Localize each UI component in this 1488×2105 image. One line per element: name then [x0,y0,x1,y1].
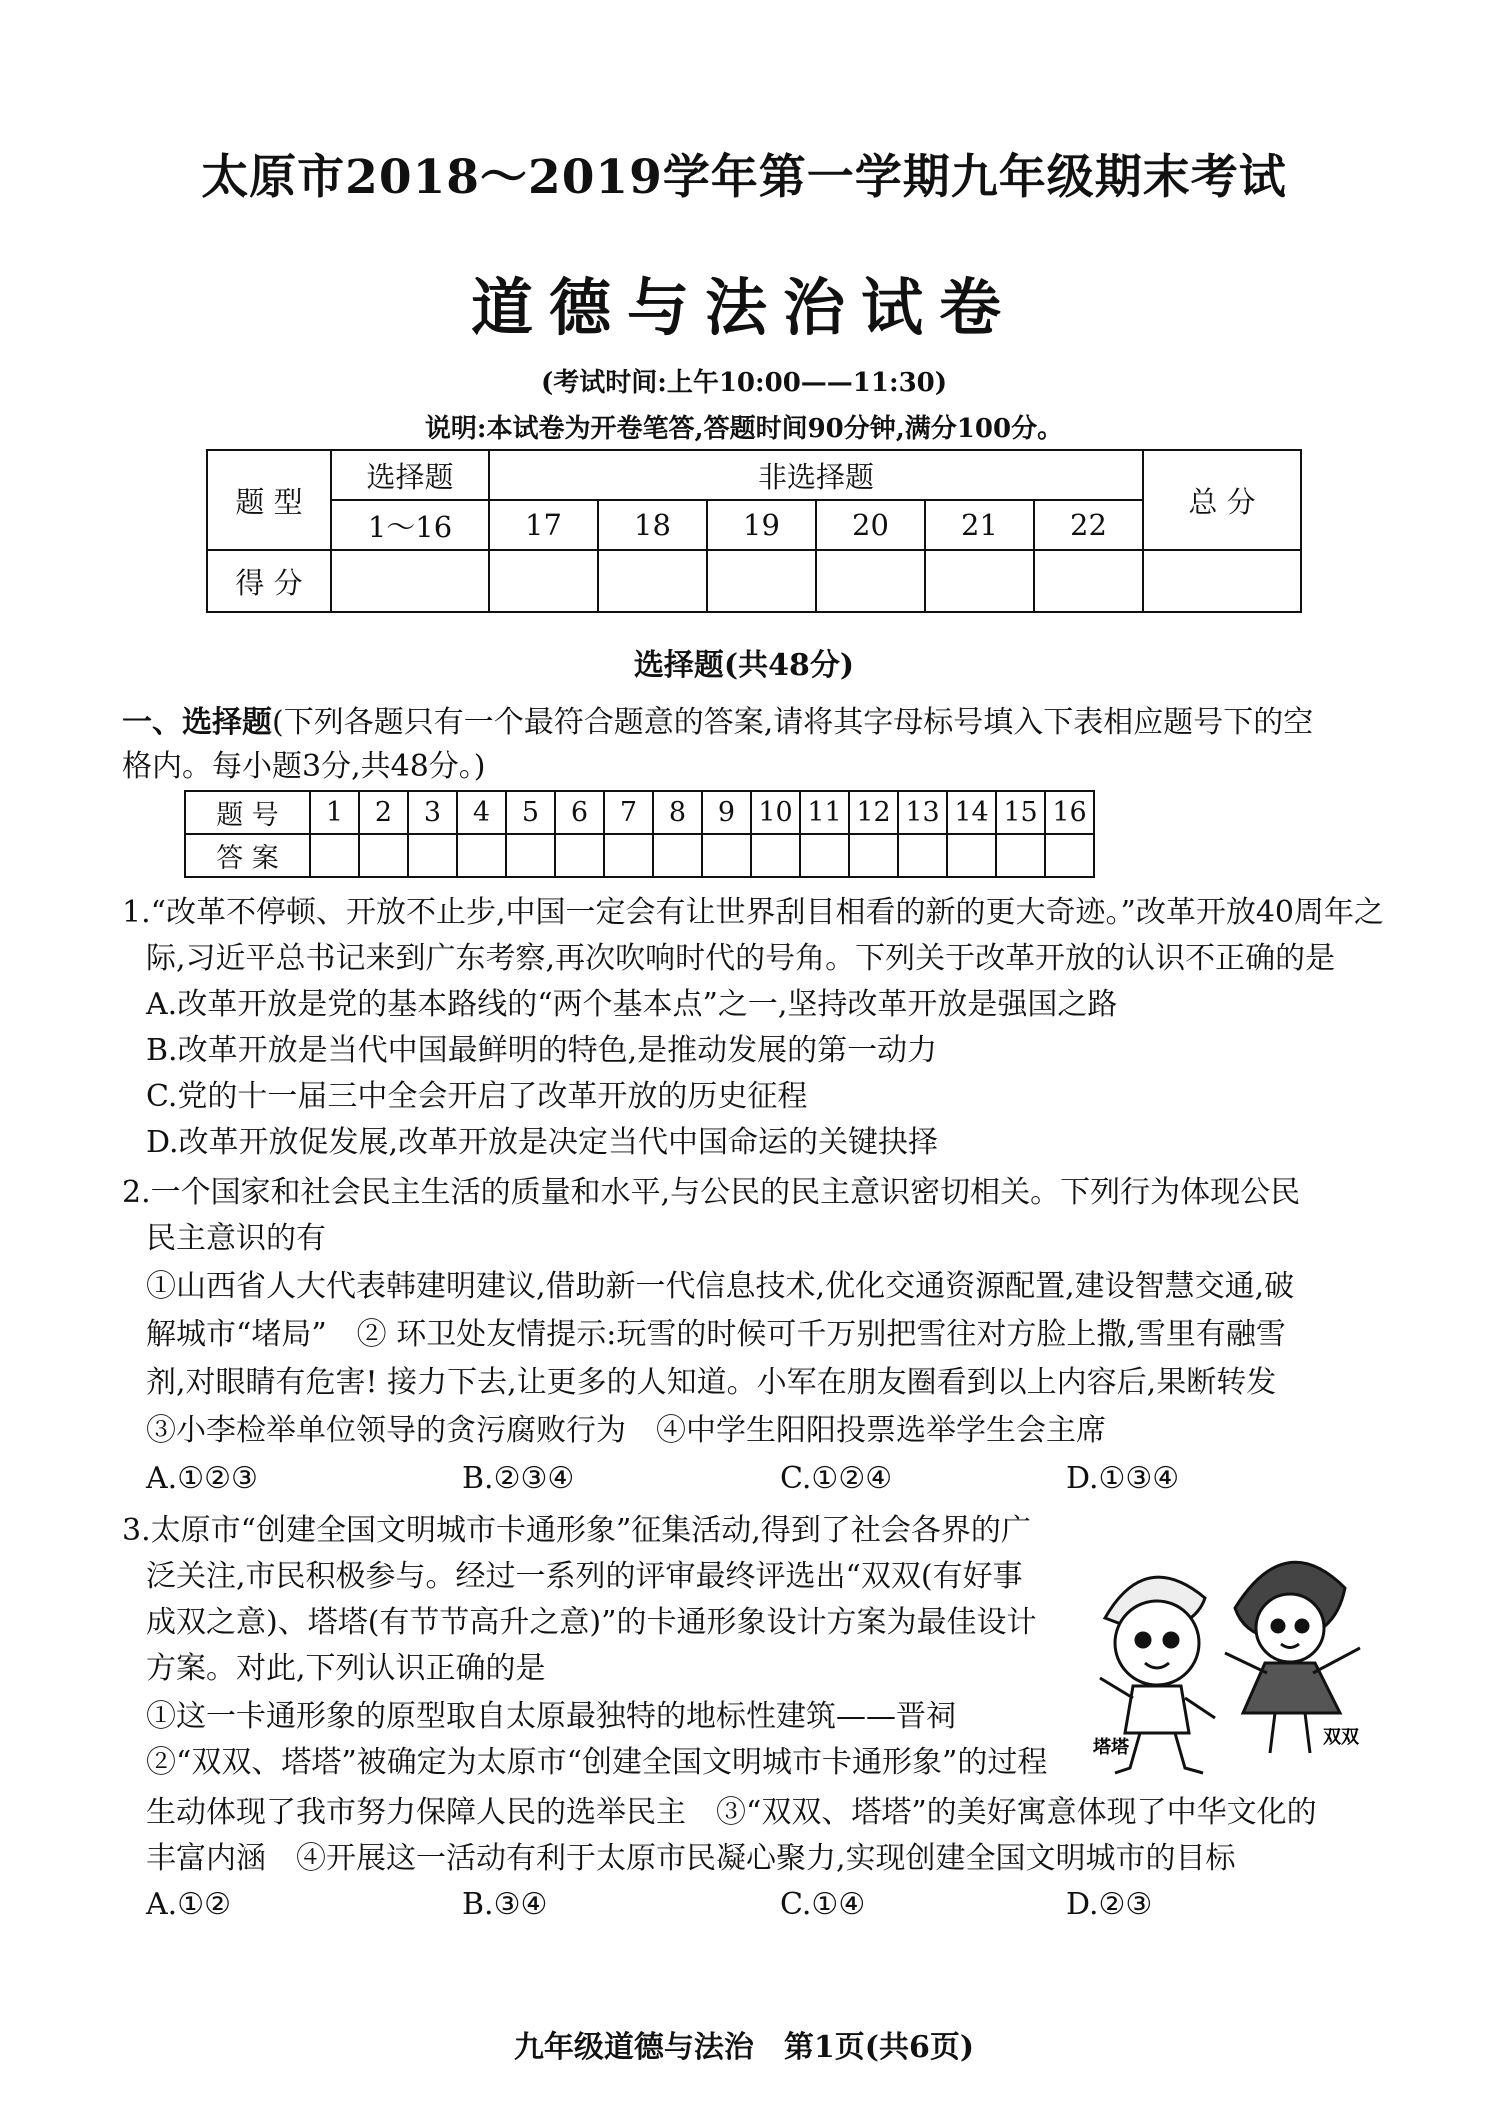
exam-note: 说明:本试卷为开卷笔答,答题时间90分钟,满分100分。 [424,414,1064,444]
answer-number-7: 7 [604,791,653,834]
mascot-label-tata: 塔塔 [1093,1737,1129,1758]
score-col-19: 19 [707,500,816,550]
answer-number-16: 16 [1045,791,1094,834]
answer-number-9: 9 [702,791,751,834]
page-footer: 九年级道德与法治 第1页(共6页) [513,2030,975,2065]
answer-number-5: 5 [506,791,555,834]
score-table [206,449,1302,613]
answer-cell-11[interactable] [800,834,849,877]
q2-option-c: C.①②④ [780,1461,893,1496]
q2-line-2: 民主意识的有 [146,1221,326,1256]
q3-line-6: ②“双双、塔塔”被确定为太原市“创建全国文明城市卡通形象”的过程 [146,1745,1048,1780]
answer-cell-1[interactable] [310,834,359,877]
q3-line-5: ①这一卡通形象的原型取自太原最独特的地标性建筑——晋祠 [146,1699,956,1734]
answer-cell-13[interactable] [898,834,947,877]
answer-number-13: 13 [898,791,947,834]
score-col-1-16: 1～16 [331,500,489,550]
q3-line-7: 生动体现了我市努力保障人民的选举民主 ③“双双、塔塔”的美好寓意体现了中华文化的 [146,1795,1317,1830]
mascot-label-shuangshuang: 双双 [1323,1727,1359,1748]
answer-number-1: 1 [310,791,359,834]
section-instructions [122,700,1313,746]
answer-cell-6[interactable] [555,834,604,877]
answer-cell-15[interactable] [996,834,1045,877]
q2-line-4: 解城市“堵局” ② 环卫处友情提示:玩雪的时候可千万别把雪往对方脸上撒,雪里有融雪 [146,1317,1286,1352]
answer-number-4: 4 [457,791,506,834]
exam-time: (考试时间:上午10:00——11:30) [540,368,948,398]
answer-number-11: 11 [800,791,849,834]
score-label-type: 题 型 [207,450,331,550]
answer-cell-14[interactable] [947,834,996,877]
q3-line-8: 丰富内涵 ④开展这一活动有利于太原市民凝心聚力,实现创建全国文明城市的目标 [146,1841,1236,1876]
answer-cell-12[interactable] [849,834,898,877]
q1-option-c: C.党的十一届三中全会开启了改革开放的历史征程 [146,1079,808,1114]
subject-title: 道德与法治试卷 [470,271,1017,344]
q1-line-2: 际,习近平总书记来到广东考察,再次吹响时代的号角。下列关于改革开放的认识不正确的是 [146,941,1336,976]
answer-cell-16[interactable] [1045,834,1094,877]
answer-number-3: 3 [408,791,457,834]
q2-option-b: B.②③④ [462,1461,575,1496]
score-cell[interactable] [1143,550,1301,612]
q3-line-3: 成双之意)、塔塔(有节节高升之意)”的卡通形象设计方案为最佳设计 [146,1605,1037,1640]
q3-line-2: 泛关注,市民积极参与。经过一系列的评审最终评选出“双双(有好事 [146,1559,1023,1594]
q3-option-d: D.②③ [1066,1887,1153,1922]
score-cell[interactable] [707,550,816,612]
section-title: 选择题(共48分) [633,648,855,683]
q3-option-c: C.①④ [780,1887,866,1922]
cartoon-mascots-illustration [1085,1528,1385,1790]
answer-number-8: 8 [653,791,702,834]
answer-number-10: 10 [751,791,800,834]
answer-row-label: 答 案 [185,834,310,877]
answer-number-6: 6 [555,791,604,834]
score-cell[interactable] [489,550,598,612]
answer-cell-5[interactable] [506,834,555,877]
q2-line-3: ①山西省人大代表韩建明建议,借助新一代信息技术,优化交通资源配置,建设智慧交通,破 [146,1269,1295,1304]
score-col-20: 20 [816,500,925,550]
q2-line-1: 2.一个国家和社会民主生活的质量和水平,与公民的民主意识密切相关。下列行为体现公民 [122,1175,1301,1210]
answer-cell-8[interactable] [653,834,702,877]
score-row-label: 得 分 [207,550,331,612]
answer-cell-2[interactable] [359,834,408,877]
answer-number-12: 12 [849,791,898,834]
score-cell[interactable] [331,550,489,612]
q3-option-b: B.③④ [462,1887,548,1922]
answer-number-15: 15 [996,791,1045,834]
answer-table [184,790,1095,878]
answer-number-14: 14 [947,791,996,834]
score-cell[interactable] [925,550,1034,612]
answer-cell-4[interactable] [457,834,506,877]
score-col-22: 22 [1034,500,1143,550]
score-col-18: 18 [598,500,707,550]
score-col-17: 17 [489,500,598,550]
q1-option-a: A.改革开放是党的基本路线的“两个基本点”之一,坚持改革开放是强国之路 [146,987,1118,1022]
q3-option-a: A.①② [146,1887,231,1922]
answer-cell-3[interactable] [408,834,457,877]
score-choice-header: 选择题 [331,450,489,500]
q3-line-4: 方案。对此,下列认识正确的是 [146,1651,546,1686]
score-cell[interactable] [816,550,925,612]
q3-line-1: 3.太原市“创建全国文明城市卡通形象”征集活动,得到了社会各界的广 [122,1513,1031,1548]
q2-line-6: ③小李检举单位领导的贪污腐败行为 ④中学生阳阳投票选举学生会主席 [146,1413,1106,1448]
answer-row-label: 题 号 [185,791,310,834]
q1-option-d: D.改革开放促发展,改革开放是决定当代中国命运的关键抉择 [146,1125,939,1160]
q2-option-a: A.①②③ [146,1461,258,1496]
score-total-header: 总 分 [1143,450,1301,550]
q2-line-5: 剂,对眼睛有危害! 接力下去,让更多的人知道。小军在朋友圈看到以上内容后,果断转发 [146,1365,1277,1400]
score-nonchoice-header: 非选择题 [489,450,1143,500]
shuangshuang-mascot [1225,1562,1360,1753]
q2-option-d: D.①③④ [1066,1461,1180,1496]
q1-option-b: B.改革开放是当代中国最鲜明的特色,是推动发展的第一动力 [146,1033,938,1068]
answer-cell-10[interactable] [751,834,800,877]
section-instructions-line2: 格内。每小题3分,共48分。) [122,749,486,784]
answer-cell-9[interactable] [702,834,751,877]
q1-line-1: 1.“改革不停顿、开放不止步,中国一定会有让世界刮目相看的新的更大奇迹。”改革开放40周年之 [122,895,1385,930]
answer-number-2: 2 [359,791,408,834]
exam-title: 太原市2018～2019学年第一学期九年级期末考试 [201,150,1287,205]
answer-cell-7[interactable] [604,834,653,877]
section-heading-bold: 一、选择题 [122,705,272,740]
section-heading-rest: (下列各题只有一个最符合题意的答案,请将其字母标号填入下表相应题号下的空 [272,705,1314,740]
score-cell[interactable] [1034,550,1143,612]
score-cell[interactable] [598,550,707,612]
score-col-21: 21 [925,500,1034,550]
